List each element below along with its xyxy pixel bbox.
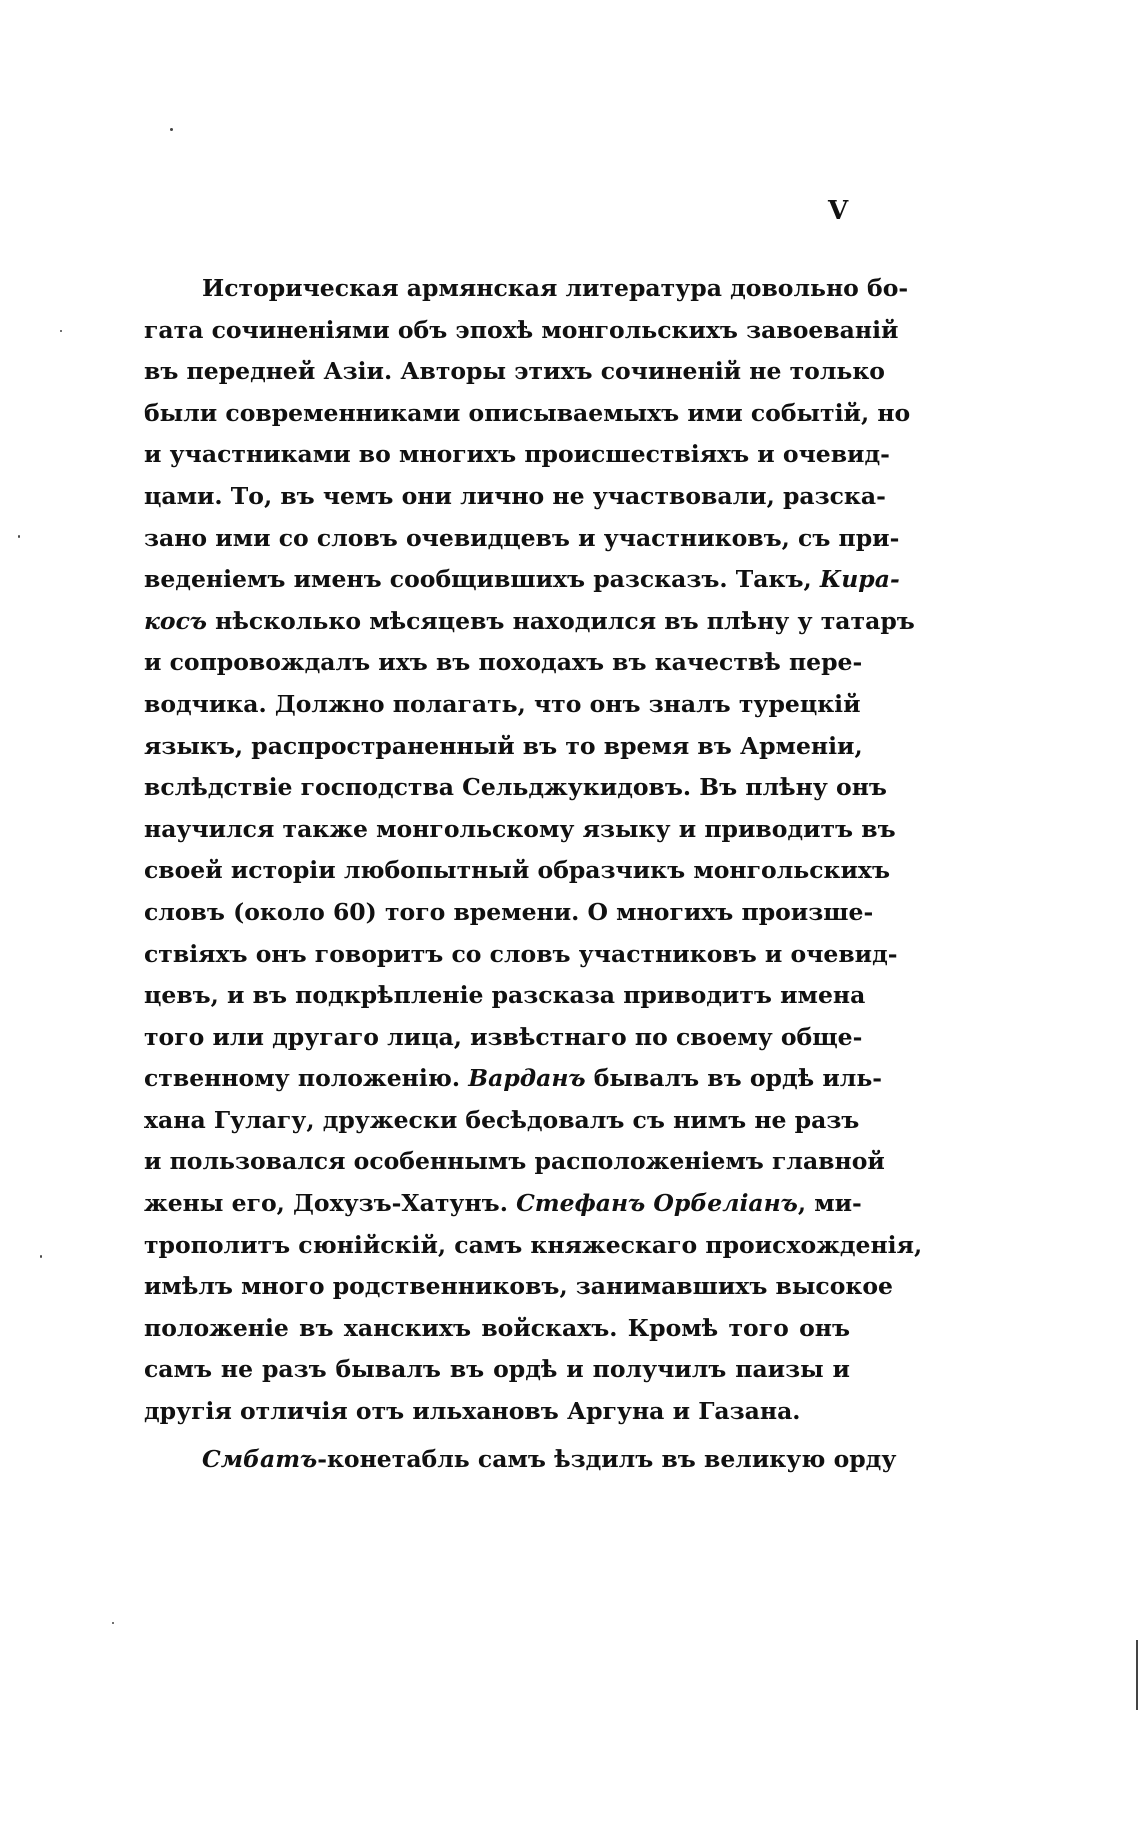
text-line xyxy=(144,268,909,310)
text-line xyxy=(144,393,911,435)
text-line xyxy=(144,1349,850,1391)
paragraph-1 xyxy=(144,268,923,1433)
text-line xyxy=(144,1017,863,1059)
text-segment: были современниками описываемыхъ ими событій, но xyxy=(144,398,911,427)
text-line xyxy=(144,850,890,892)
scan-speck xyxy=(170,128,173,131)
text-segment: -конетабль самъ ѣздилъ въ великую орду xyxy=(317,1444,897,1473)
text-segment: другія отличія отъ ильхановъ Аргуна и Газана. xyxy=(144,1397,801,1426)
text-line xyxy=(144,1391,850,1433)
text-segment: въ передней Азіи. Авторы этихъ сочиненій не только xyxy=(144,357,885,386)
text-segment: Историческая армянская литература довольно бо- xyxy=(202,274,909,302)
text-segment: научился также монгольскому языку и приводитъ въ xyxy=(144,814,896,843)
italic-name: косъ xyxy=(144,606,207,635)
text-segment: вслѣдствіе господства Сельджукидовъ. Въ плѣну онъ xyxy=(144,773,887,802)
text-segment: и сопровождалъ ихъ въ походахъ въ качествѣ пере- xyxy=(144,648,863,677)
italic-name: Варданъ xyxy=(468,1064,586,1093)
text-line xyxy=(144,1058,883,1100)
text-segment: ственному положенію. xyxy=(144,1064,469,1093)
text-line xyxy=(144,476,886,518)
italic-name: Смбатъ xyxy=(202,1444,318,1473)
scan-speck xyxy=(40,1255,42,1258)
text-line xyxy=(144,1225,923,1267)
text-segment: зано ими со словъ очевидцевъ и участниковъ, съ при- xyxy=(144,523,900,552)
text-segment: веденіемъ именъ сообщившихъ разсказъ. Такъ, xyxy=(144,565,820,594)
scan-speck xyxy=(18,535,20,538)
text-segment: и пользовался особеннымъ расположеніемъ главной xyxy=(144,1147,885,1176)
text-segment: цевъ, и въ подкрѣпленіе разсказа приводитъ имена xyxy=(144,981,866,1010)
text-segment: имѣлъ много родственниковъ, занимавшихъ высокое xyxy=(144,1272,893,1301)
text-line xyxy=(144,726,863,768)
text-segment: цами. То, въ чемъ они лично не участвовали, разска- xyxy=(144,481,886,510)
text-segment: самъ не разъ бывалъ въ ордѣ и получилъ паизы и xyxy=(144,1355,850,1384)
text-line xyxy=(144,434,890,476)
text-line xyxy=(144,892,874,934)
text-segment: того или другаго лица, извѣстнаго по своему обще- xyxy=(144,1022,863,1051)
italic-name: Стефанъ Орбеліанъ xyxy=(516,1189,798,1218)
text-segment: бывалъ въ ордѣ иль- xyxy=(585,1064,883,1093)
scan-speck xyxy=(112,1622,114,1624)
text-line xyxy=(144,1141,885,1183)
text-segment: водчика. Должно полагать, что онъ зналъ турецкій xyxy=(144,689,861,718)
text-line xyxy=(144,1308,850,1350)
text-line xyxy=(144,1100,860,1142)
text-line xyxy=(144,1266,893,1308)
text-line xyxy=(144,1183,862,1225)
text-block xyxy=(144,268,923,1480)
text-segment: и участниками во многихъ происшествіяхъ и очевид- xyxy=(144,440,890,469)
text-segment: хана Гулагу, дружески бесѣдовалъ съ нимъ не разъ xyxy=(144,1105,860,1134)
text-line xyxy=(144,767,887,809)
text-line xyxy=(144,601,915,643)
text-segment: своей исторіи любопытный образчикъ монгольскихъ xyxy=(144,856,890,885)
scan-speck xyxy=(1136,1640,1138,1710)
paragraph-2 xyxy=(144,1439,897,1481)
text-segment: гата сочиненіями объ эпохѣ монгольскихъ завоеваній xyxy=(144,315,899,344)
text-line xyxy=(144,809,896,851)
text-line xyxy=(144,559,900,601)
text-line xyxy=(144,684,861,726)
page-number: V xyxy=(828,196,849,226)
text-segment: ствіяхъ онъ говоритъ со словъ участниковъ и очевид- xyxy=(144,939,898,968)
text-line xyxy=(144,351,885,393)
text-segment: словъ (около 60) того времени. О многихъ произше- xyxy=(144,897,874,926)
text-segment: трополитъ сюнійскій, самъ княжескаго происхожденія, xyxy=(144,1230,923,1259)
text-line xyxy=(144,975,866,1017)
text-line xyxy=(144,518,900,560)
text-segment: , ми- xyxy=(797,1189,862,1218)
text-line xyxy=(144,310,899,352)
scan-speck xyxy=(60,330,62,332)
text-line xyxy=(144,1439,897,1481)
italic-name: Кира- xyxy=(819,565,900,594)
text-segment: нѣсколько мѣсяцевъ находился въ плѣну у татаръ xyxy=(206,606,915,635)
text-line xyxy=(144,642,863,684)
text-segment: языкъ, распространенный въ то время въ Арменіи, xyxy=(144,731,863,760)
text-segment: положеніе въ ханскихъ войскахъ. Кромѣ того онъ xyxy=(144,1313,850,1342)
text-segment: жены его, Дохузъ-Хатунъ. xyxy=(144,1189,517,1218)
text-line xyxy=(144,934,898,976)
